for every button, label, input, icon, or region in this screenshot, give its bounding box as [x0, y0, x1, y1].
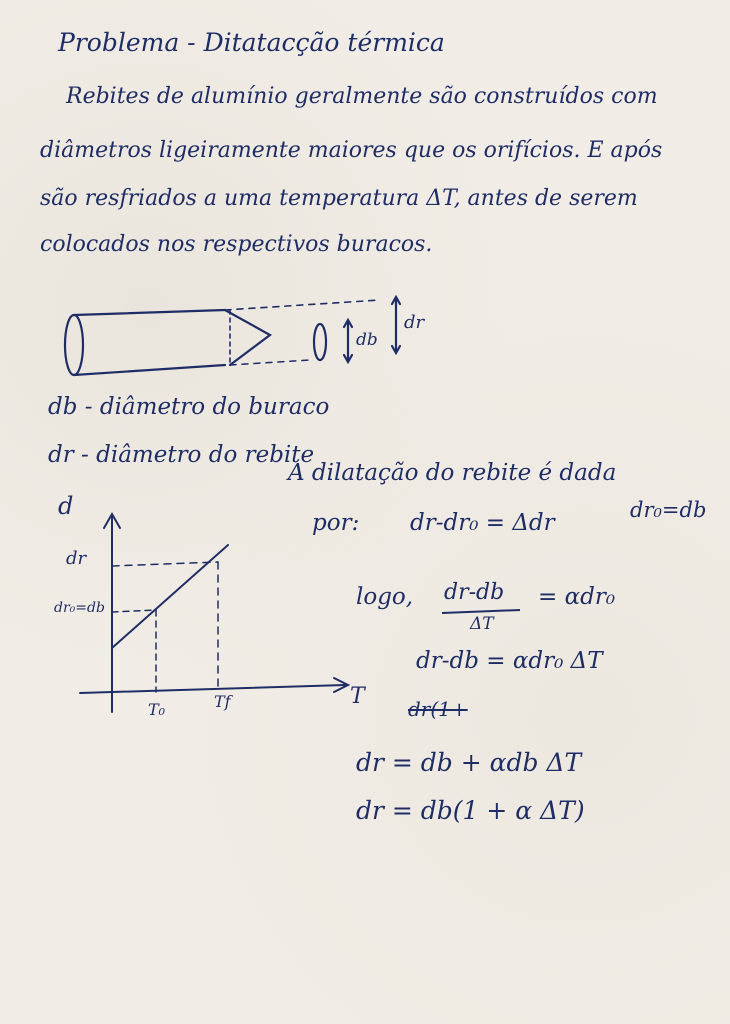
derivation-heading: A dilatação do rebite é dada [288, 460, 617, 486]
struck-out-expression: dr(1+ [408, 697, 468, 721]
graph-tick-dr: dr [66, 548, 87, 569]
definition-db: db - diâmetro do buraco [48, 394, 330, 420]
relation-1: dr-dr₀ = Δdr [410, 510, 555, 536]
graph-y-label: d [58, 492, 74, 520]
fraction-denominator: ΔT [470, 614, 494, 634]
fraction-numerator: dr-db [444, 580, 505, 605]
definition-dr: dr - diâmetro do rebite [48, 442, 315, 468]
graph-tick-t0: T₀ [148, 700, 166, 719]
paragraph-line-4: colocados nos respectivos buracos. [40, 232, 433, 257]
derivation-logo: logo, [356, 584, 414, 610]
paragraph-line-3: são resfriados a uma temperatura ΔT, antes de serem [40, 186, 638, 211]
db-label: db [356, 330, 378, 350]
derivation-por: por: [312, 510, 360, 536]
graph-tick-tf: Tf [214, 692, 231, 711]
relation-6: dr = db(1 + α ΔT) [356, 796, 585, 825]
relation-2: dr₀=db [630, 498, 707, 522]
dr-label: dr [404, 312, 425, 333]
page-title: Problema - Ditatacção térmica [58, 28, 445, 57]
graph-tick-dr0: dr₀=db [54, 600, 105, 616]
relation-3: dr-db = αdr₀ ΔT [416, 648, 603, 674]
fraction-rhs: = αdr₀ [538, 584, 616, 610]
relation-5: dr = db + αdb ΔT [356, 748, 582, 777]
graph-x-label: T [350, 684, 365, 709]
paragraph-line-1: Rebites de alumínio geralmente são construídos com [66, 84, 658, 109]
paragraph-line-2: diâmetros ligeiramente maiores que os orifícios. E após [40, 138, 663, 163]
